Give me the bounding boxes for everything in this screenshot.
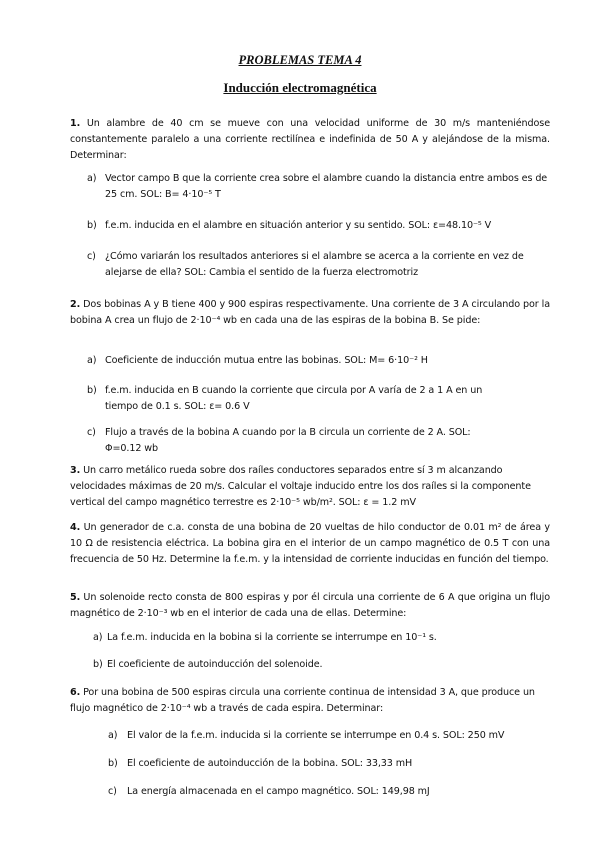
problem-3-statement: 3. Un carro metálico rueda sobre dos raíles conductores separados entre sí 3 m alcanzando velocidades máximas de 20 m/s. Calcular el voltaje inducido entre los dos raíles si la componente vertical del campo magnético terrestre es 2·10⁻⁵ wb/m². SOL: ε = 1.2 mV — [70, 465, 531, 508]
problem-number: 1. — [70, 118, 81, 129]
problem-number: 4. — [70, 522, 81, 533]
document-page: PROBLEMAS TEMA 4 Inducción electromagnética 1. Un alambre de 40 cm se mueve con una velocidad uniforme de 30 m/s manteniéndose constantemente paralelo a una corriente rectilínea e indefinida de 50 A y alejándose de la misma. Determinar: a) Vector campo B que la corriente crea sobre el alambre cuando la distancia entre ambos es de 25 cm. SOL: B= 4·10⁻⁵ T b) f.e.m. inducida en el alambre en situación anterior y su sentido. SOL: ε=48.10⁻⁵ V c) ¿Cómo variarán los resultados anteriores si el alambre se acerca a la corriente en vez de alejarse de ella? SOL: Cambia el sentido de la fuerza electromotriz 2. Dos bobinas A y B tiene 400 y 900 espiras respectivamente. Una corriente de 3 A circulando por la bobina A crea un flujo de 2·10⁻⁴ wb en cada una de las espiras de la bobina B. Se pide: a) Coeficiente de inducción mutua entre las bobinas. SOL: M= 6·10⁻² H b) f.e.m. inducida en B cuando la corriente que circula por A varía de 2 a 1 A en un tiempo de 0.1 s. SOL: ε= 0.6 V c) Flujo a través de la bobina A cuando por la B circula un corriente de 2 A. SOL: Φ=0.12 wb 3. Un carro metálico rueda sobre dos raíles conductores separados entre sí 3 m alcanzando velocidades máximas de 20 m/s. Calcular el voltaje inducido entre los dos raíles si la componente vertical del campo magnético terrestre es 2·10⁻⁵ wb/m². SOL: ε = 1.2 mV 4. Un generador de c.a. consta de una bobina de 20 vueltas de hilo conductor de 0.01 m² de área y 10 Ω de resistencia eléctrica. La bobina gira en el interior de un campo magnético de 0.5 T con una frecuencia de 50 Hz. Determine la f.e.m. y la intensidad de corriente inducidas en función del tiempo. 5. Un solenoide recto consta de 800 espiras y por él circula una corriente de 6 A que origina un flujo magnético de 2·10⁻³ wb en el interior de cada una de ellas. Determine: a) La f.e.m. inducida en la bobina si la corriente se interrumpe en 10⁻¹ s. b) El coeficiente de autoinducción del solenoide. 6. Por una bobina de 500 espiras circula una corriente continua de intensidad 3 A, que produce un flujo magnético de 2·10⁻⁴ wb a través de cada espira. Determinar: a) El valor de la f.e.m. inducida si la corriente se interrumpe en 0.4 s. SOL: 250 mV b) El coeficiente de autoinducción de la bobina. SOL: 33,33 mH c) La energía almacenada en el campo magnético. SOL: 149,98 mJ — [0, 0, 600, 848]
problem-number: 2. — [70, 299, 81, 310]
problem-2-statement: 2. Dos bobinas A y B tiene 400 y 900 espiras respectivamente. Una corriente de 3 A circulando por la bobina A crea un flujo de 2·10⁻⁴ wb en cada una de las espiras de la bobina B. Se pide: — [70, 299, 550, 326]
problem-number: 5. — [70, 592, 81, 603]
problem-number: 3. — [70, 465, 81, 476]
problem-6-statement: 6. Por una bobina de 500 espiras circula una corriente continua de intensidad 3 A, que produce un flujo magnético de 2·10⁻⁴ wb a través de cada espira. Determinar: — [70, 687, 535, 714]
problem-number: 6. — [70, 687, 81, 698]
problem-1-statement: 1. Un alambre de 40 cm se mueve con una velocidad uniforme de 30 m/s manteniéndose constantemente paralelo a una corriente rectilínea e indefinida de 50 A y alejándose de la misma. Determinar: — [70, 118, 550, 161]
problem-4-statement: 4. Un generador de c.a. consta de una bobina de 20 vueltas de hilo conductor de 0.01 m² de área y 10 Ω de resistencia eléctrica. La bobina gira en el interior de un campo magnético de 0.5 T con una frecuencia de 50 Hz. Determine la f.e.m. y la intensidad de corriente inducidas en función del tiempo. — [70, 522, 551, 565]
page-subtitle: Inducción electromagnética — [223, 80, 377, 95]
problem-5-statement: 5. Un solenoide recto consta de 800 espiras y por él circula una corriente de 6 A que origina un flujo magnético de 2·10⁻³ wb en el interior de cada una de ellas. Determine: — [70, 592, 550, 619]
page-title: PROBLEMAS TEMA 4 — [238, 53, 362, 67]
